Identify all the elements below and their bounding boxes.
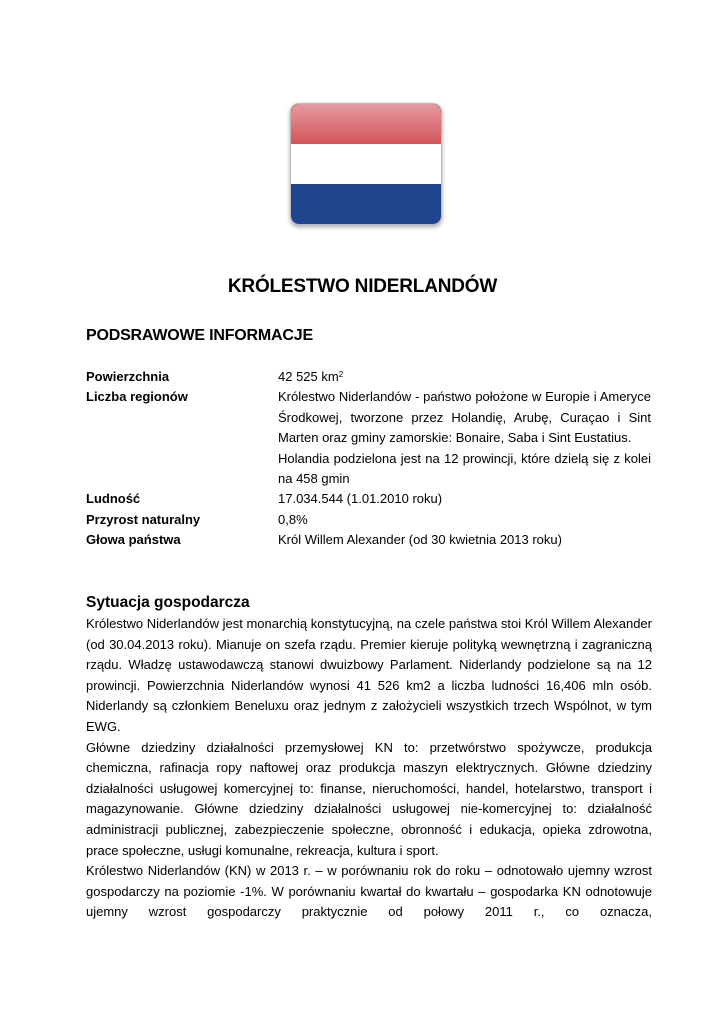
economy-paragraph-3: Królestwo Niderlandów (KN) w 2013 r. – w porównaniu rok do roku – odnotowało ujemny wzrost gospodarczy na poziomie -1%. W porównaniu kwartał do kwartału – gospodarka KN odnotowuje ujemny wzrost gospodarczy praktycznie od połowy 2011 r., co oznacza, <box>86 863 652 920</box>
natural-growth-label: Przyrost naturalny <box>86 511 201 527</box>
netherlands-flag-icon <box>290 103 442 225</box>
head-of-state-value: Król Willem Alexander (od 30 kwietnia 2013 roku) <box>278 532 562 548</box>
info-row-population <box>86 489 651 509</box>
area-value-text: 42 525 km <box>278 369 339 384</box>
info-row-natural-growth <box>86 510 651 530</box>
basic-info-table <box>86 367 651 551</box>
info-row-area <box>86 367 651 387</box>
flag-stripe-white <box>291 144 441 184</box>
area-unit-superscript: 2 <box>338 370 344 379</box>
area-value <box>278 367 651 387</box>
info-row-regions <box>86 387 651 489</box>
flag-stripe-red <box>291 104 441 144</box>
flag-stripe-blue <box>291 184 441 224</box>
economy-body <box>86 614 652 923</box>
info-row-head-of-state <box>86 530 651 550</box>
page-title: KRÓLESTWO NIDERLANDÓW <box>227 276 498 297</box>
population-value: 17.034.544 (1.01.2010 roku) <box>278 491 443 507</box>
regions-label: Liczba regionów <box>86 389 188 405</box>
population-label: Ludność <box>86 491 141 507</box>
natural-growth-value: 0,8% <box>278 511 308 527</box>
basic-info-heading: PODSRAWOWE INFORMACJE <box>86 327 313 344</box>
economy-paragraph-2: Główne dziedziny działalności przemysłowej KN to: przetwórstwo spożywcze, produkcja chemiczna, rafinacja ropy naftowej oraz produkcja maszyn elektrycznych. Główne dziedziny działalności usługowej komercyjnej to: finanse, nieruchomości, handel, hotelarstwo, transport i magazynowanie. Główne dziedziny działalności usługowej nie-komercyjnej to: działalność administracji publicznej, zabezpieczenie społeczne, obronność i edukacja, opieka zdrowotna, prace społeczne, usługi komunalne, rekreacja, kultura i sport. <box>86 739 652 858</box>
regions-paragraph-2: Holandia podzielona jest na 12 prowincji, które dzielą się z kolei na 458 gmin <box>278 450 651 487</box>
economy-paragraph-1: Królestwo Niderlandów jest monarchią konstytucyjną, na czele państwa stoi Król Willem Alexander (od 30.04.2013 roku). Mianuje on szefa rządu. Premier kieruje polityką wewnętrzną i zagraniczną rządu. Władzę ustawodawczą stanowi dwuizbowy Parlament. Niderlandy podzielone są na 12 prowincji. Powierzchnia Niderlandów wynosi 41 526 km2 a liczba ludności 16,406 mln osób. Niderlandy są członkiem Beneluxu oraz jednym z założycieli wszystkich trzech Wspólnot, w tym EWG. <box>86 616 652 734</box>
regions-value <box>278 387 651 489</box>
regions-paragraph-1: Królestwo Niderlandów - państwo położone w Europie i Ameryce Środkowej, tworzone przez Holandię, Arubę, Curaçao i Sint Marten oraz gminy zamorskie: Bonaire, Saba i Sint Eustatius. <box>278 389 651 446</box>
head-of-state-label: Głowa państwa <box>86 532 181 548</box>
economy-heading: Sytuacja gospodarcza <box>86 594 250 611</box>
area-label: Powierzchnia <box>86 369 170 384</box>
